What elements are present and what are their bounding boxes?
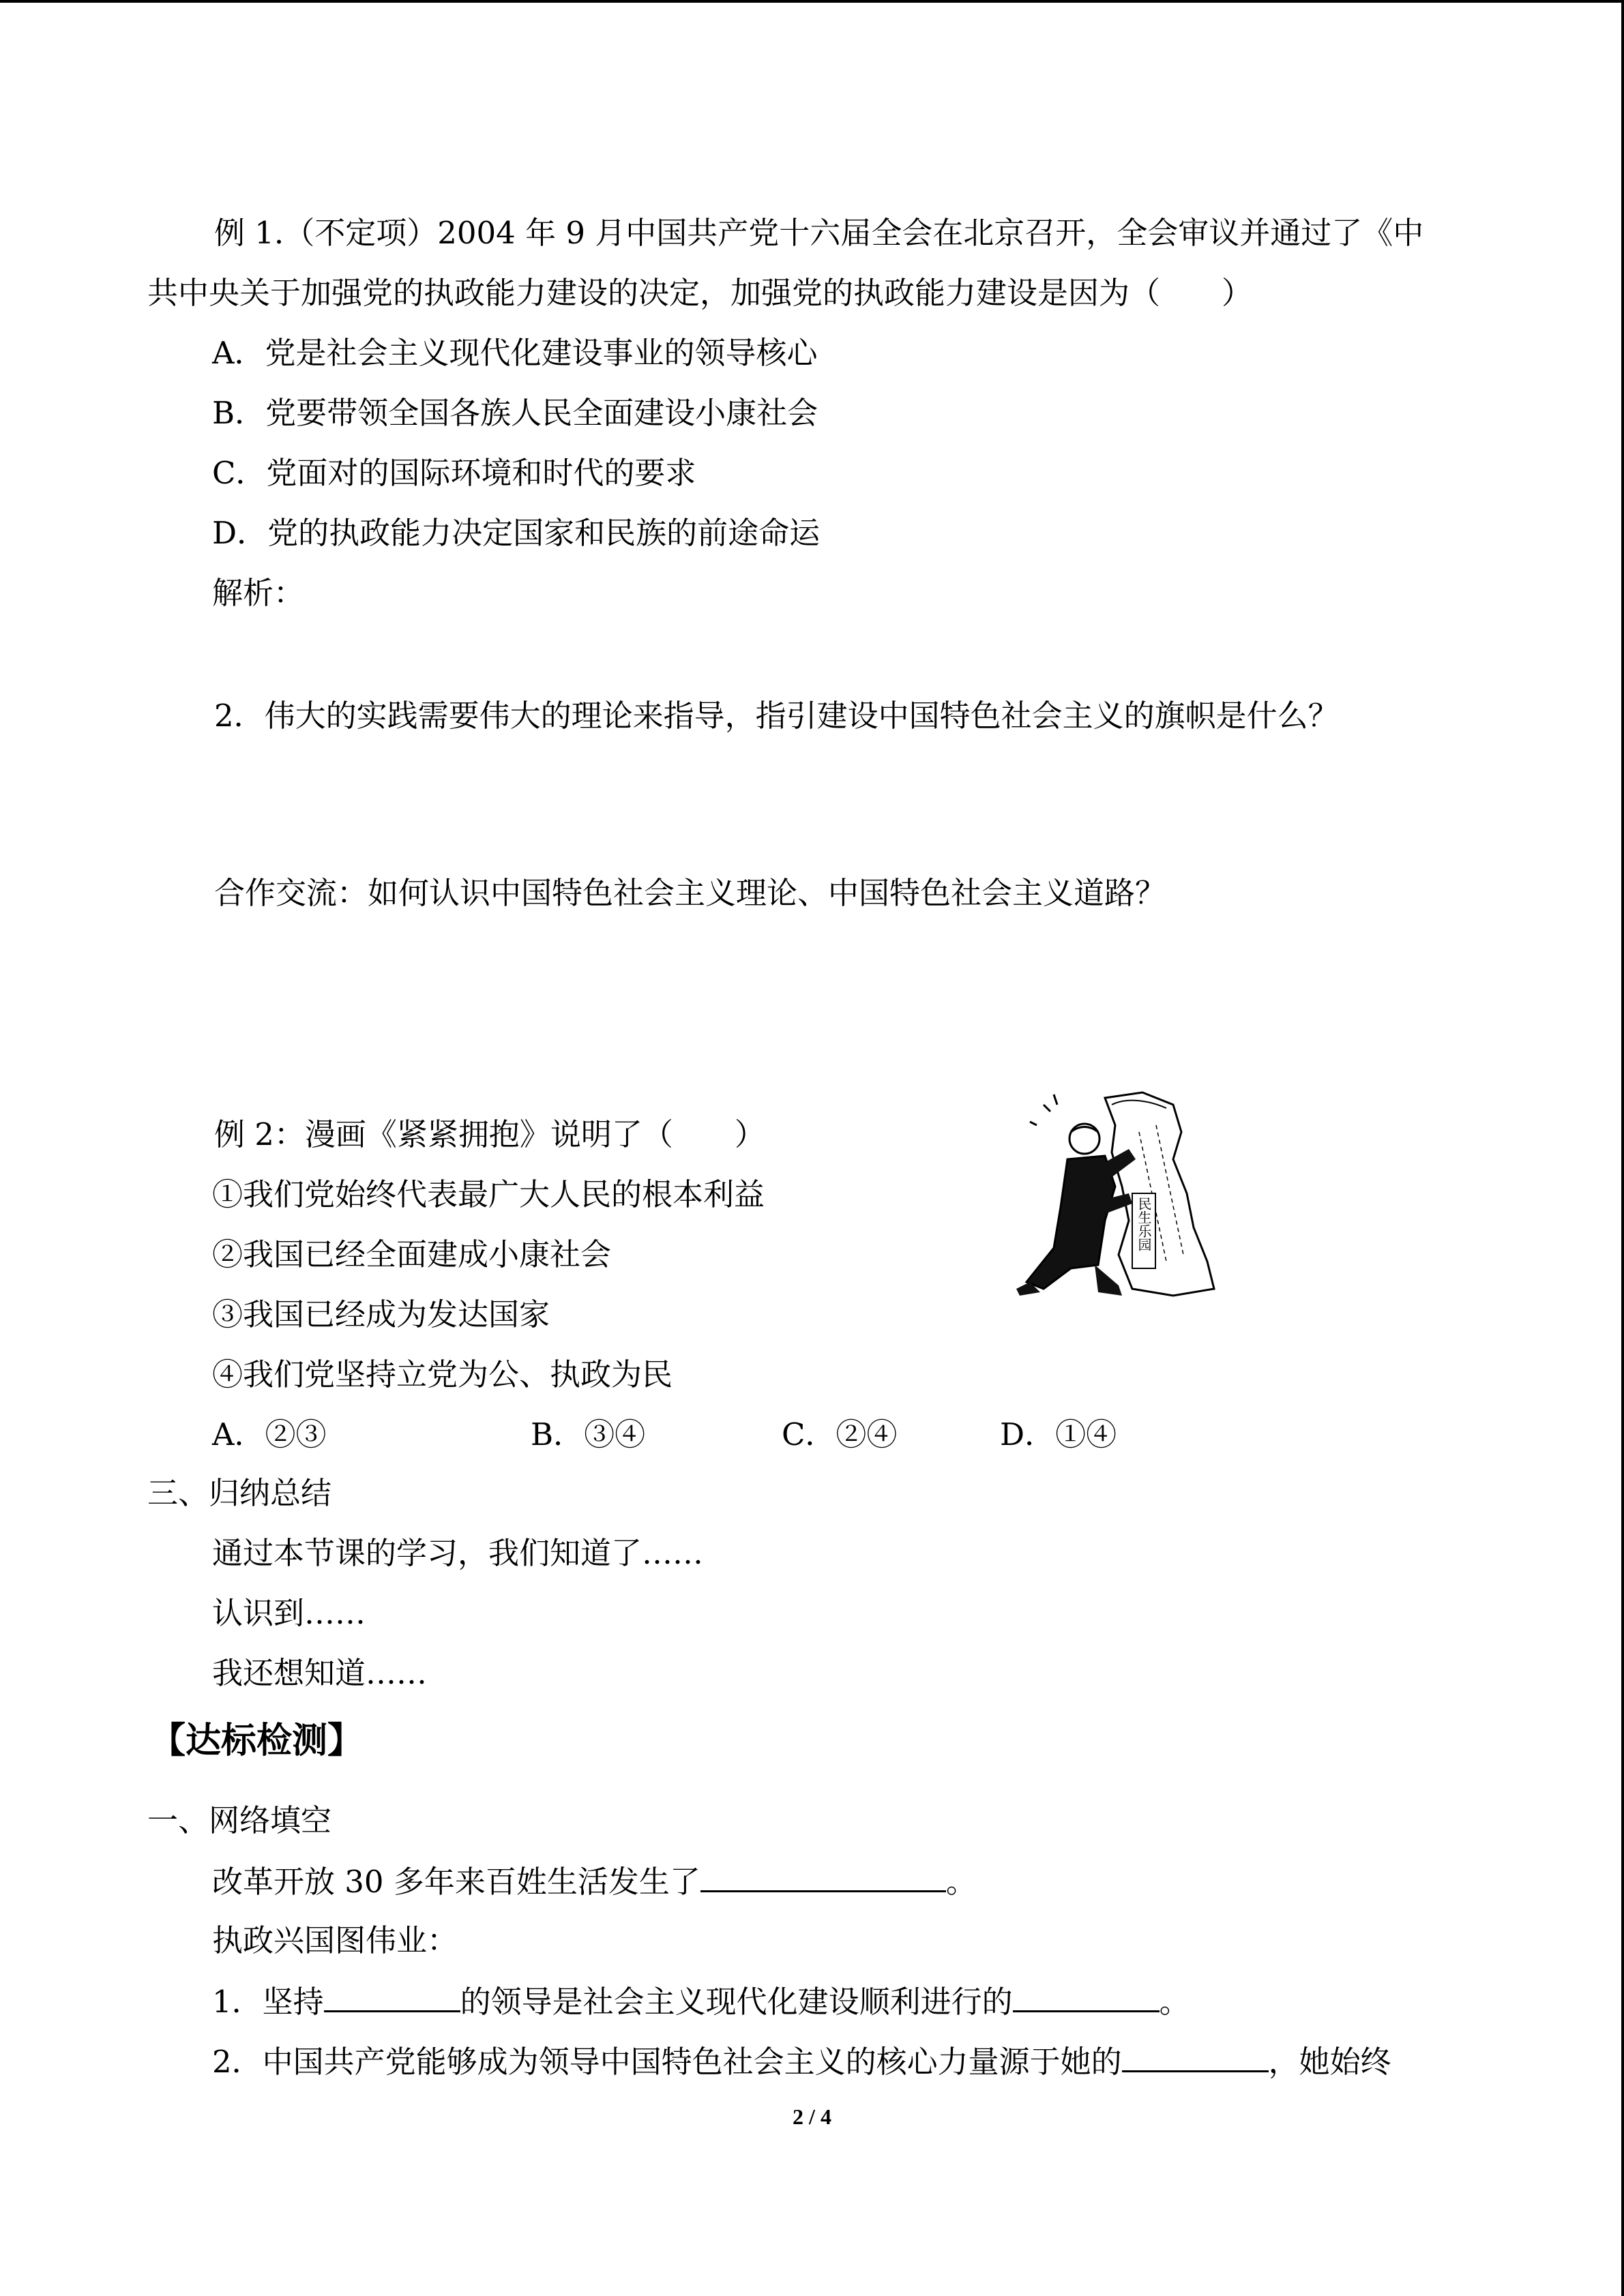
example2-item-3: ③我国已经成为发达国家 <box>212 1296 550 1332</box>
example1-option-a: A．党是社会主义现代化建设事业的领导核心 <box>212 335 818 371</box>
example2-choice-b: B．③④ <box>531 1416 646 1452</box>
example2-item-1: ①我们党始终代表最广大人民的根本利益 <box>212 1176 765 1212</box>
fill-blank-q1-line <box>212 1980 1190 2021</box>
example2-stem: 例 2：漫画《紧紧拥抱》说明了（ ） <box>214 1116 765 1152</box>
govern-heading: 执政兴国图伟业： <box>212 1922 458 1958</box>
assessment-section-1: 一、网络填空 <box>147 1802 332 1838</box>
example1-stem-line2: 共中央关于加强党的执政能力建设的决定，加强党的执政能力建设是因为（ ） <box>147 275 1253 311</box>
summary-line-1: 通过本节课的学习，我们知道了…… <box>212 1535 704 1571</box>
fill-blank-reform-end: 。 <box>945 1864 977 1900</box>
example1-option-d: D．党的执政能力决定国家和民族的前途命运 <box>212 515 821 551</box>
page-number: 2 / 4 <box>793 2104 831 2129</box>
question-2: 2．伟大的实践需要伟大的理论来指导，指引建设中国特色社会主义的旗帜是什么？ <box>214 698 1339 734</box>
fill-blank-q1-part-b: 的领导是社会主义现代化建设顺利进行的 <box>460 1984 1013 2020</box>
summary-heading: 三、归纳总结 <box>147 1475 332 1511</box>
fill-blank-q1-part-a: 1．坚持 <box>212 1984 324 2020</box>
example1-option-b: B．党要带领全国各族人民全面建设小康社会 <box>212 395 818 431</box>
example1-analysis: 解析： <box>212 575 305 611</box>
fill-blank-reform-line <box>212 1860 977 1901</box>
assessment-heading: 【达标检测】 <box>150 1720 364 1761</box>
fill-blank-q2-part-a: 2．中国共产党能够成为领导中国特色社会主义的核心力量源于她的 <box>212 2044 1122 2080</box>
blank-reform-change[interactable] <box>700 1860 946 1892</box>
page-border-top <box>0 0 1624 3</box>
blank-q1-guarantee[interactable] <box>1013 1980 1160 2012</box>
cartoon-tight-embrace-illustration <box>1003 1084 1228 1309</box>
example2-choice-d: D．①④ <box>1000 1416 1117 1452</box>
cartoon-banner-label: 民生乐园 <box>1136 1197 1152 1251</box>
fill-blank-reform-text: 改革开放 30 多年来百姓生活发生了 <box>212 1864 700 1900</box>
example1-stem-line1: 例 1.（不定项）2004 年 9 月中国共产党十六届全会在北京召开，全会审议并通过了《中 <box>214 215 1424 251</box>
cooperation-prompt: 合作交流：如何认识中国特色社会主义理论、中国特色社会主义道路？ <box>214 875 1166 911</box>
fill-blank-q1-end: 。 <box>1159 1984 1190 2020</box>
summary-line-3: 我还想知道…… <box>212 1655 428 1691</box>
blank-q2-nature[interactable] <box>1122 2040 1269 2072</box>
blank-q1-leadership[interactable] <box>324 1980 460 2012</box>
example2-item-2: ②我国已经全面建成小康社会 <box>212 1236 612 1272</box>
fill-blank-q2-part-b: ，她始终 <box>1268 2044 1391 2080</box>
example2-choice-c: C．②④ <box>782 1416 898 1452</box>
summary-line-2: 认识到…… <box>212 1595 366 1631</box>
fill-blank-q2-line <box>212 2040 1391 2081</box>
example2-choice-a: A．②③ <box>212 1416 327 1452</box>
example1-option-c: C．党面对的国际环境和时代的要求 <box>212 455 696 491</box>
example2-item-4: ④我们党坚持立党为公、执政为民 <box>212 1356 673 1392</box>
page-border-right <box>1621 0 1624 2296</box>
